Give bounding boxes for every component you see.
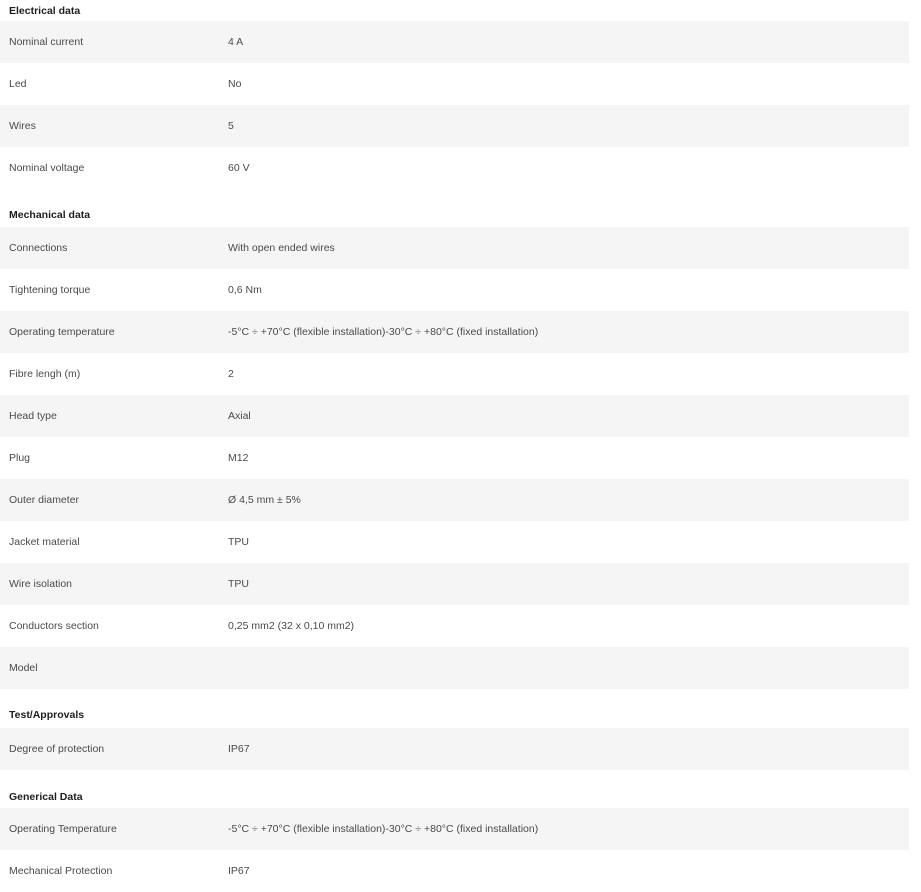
- spec-label: Conductors section: [9, 620, 99, 632]
- spec-value: TPU: [228, 578, 249, 590]
- spec-row-degree-of-protection: [0, 728, 909, 770]
- section-generical-data: [0, 770, 909, 892]
- section-title: Generical Data: [9, 790, 83, 803]
- spec-row-operating-temperature: [0, 311, 909, 353]
- section-mechanical-data: [0, 189, 909, 689]
- spec-row-wires: [0, 105, 909, 147]
- spec-value: 5: [228, 120, 234, 132]
- spec-row-connections: [0, 227, 909, 269]
- spec-row-head-type: [0, 395, 909, 437]
- spec-row-model: [0, 647, 909, 689]
- spec-label: Nominal voltage: [9, 162, 85, 174]
- spec-label: Nominal current: [9, 36, 84, 48]
- spec-row-fibre-length: [0, 353, 909, 395]
- spec-label: Tightening torque: [9, 284, 91, 296]
- spec-value: -5°C ÷ +70°C (flexible installation)-30°C ÷ +80°C (fixed installation): [228, 326, 539, 338]
- spec-label: Jacket material: [9, 536, 80, 548]
- spec-label: Mechanical Protection: [9, 865, 113, 877]
- spec-row-nominal-voltage: [0, 147, 909, 189]
- section-title: Electrical data: [9, 4, 81, 17]
- spec-row-wire-isolation: [0, 563, 909, 605]
- section-test-approvals: [0, 689, 909, 770]
- section-electrical-data: [0, 0, 909, 189]
- spec-row-mechanical-protection: [0, 850, 909, 892]
- spec-value: 60 V: [228, 162, 250, 174]
- spec-label: Degree of protection: [9, 743, 105, 755]
- spec-label: Plug: [9, 452, 31, 464]
- spec-label: Led: [9, 78, 27, 90]
- spec-label: Wires: [9, 120, 36, 132]
- spec-label: Fibre lengh (m): [9, 368, 81, 380]
- spec-label: Operating temperature: [9, 326, 115, 338]
- spec-label: Operating Temperature: [9, 823, 117, 835]
- spec-value: IP67: [228, 865, 250, 877]
- spec-value: 0,25 mm2 (32 x 0,10 mm2): [228, 620, 355, 632]
- spec-row-outer-diameter: [0, 479, 909, 521]
- spec-label: Connections: [9, 242, 68, 254]
- spec-row-operating-temperature-general: [0, 808, 909, 850]
- spec-row-conductors-section: [0, 605, 909, 647]
- spec-label: Wire isolation: [9, 578, 73, 590]
- spec-value: 2: [228, 368, 234, 380]
- spec-value: With open ended wires: [228, 242, 335, 254]
- spec-row-tightening-torque: [0, 269, 909, 311]
- spec-value: -5°C ÷ +70°C (flexible installation)-30°C ÷ +80°C (fixed installation): [228, 823, 539, 835]
- spec-value: No: [228, 78, 242, 90]
- spec-value: Axial: [228, 410, 251, 422]
- spec-value: 0,6 Nm: [228, 284, 262, 296]
- spec-label: Model: [9, 662, 38, 674]
- spec-row-plug: [0, 437, 909, 479]
- section-title: Test/Approvals: [9, 709, 85, 721]
- spec-row-nominal-current: [0, 21, 909, 63]
- spec-label: Head type: [9, 410, 57, 422]
- spec-value: 4 A: [228, 36, 244, 48]
- spec-value: Ø 4,5 mm ± 5%: [228, 494, 301, 506]
- spec-label: Outer diameter: [9, 494, 80, 506]
- spec-row-led: [0, 63, 909, 105]
- spec-value: TPU: [228, 536, 249, 548]
- spec-value: IP67: [228, 743, 250, 755]
- section-title: Mechanical data: [9, 209, 91, 221]
- spec-row-jacket-material: [0, 521, 909, 563]
- spec-value: M12: [228, 452, 249, 464]
